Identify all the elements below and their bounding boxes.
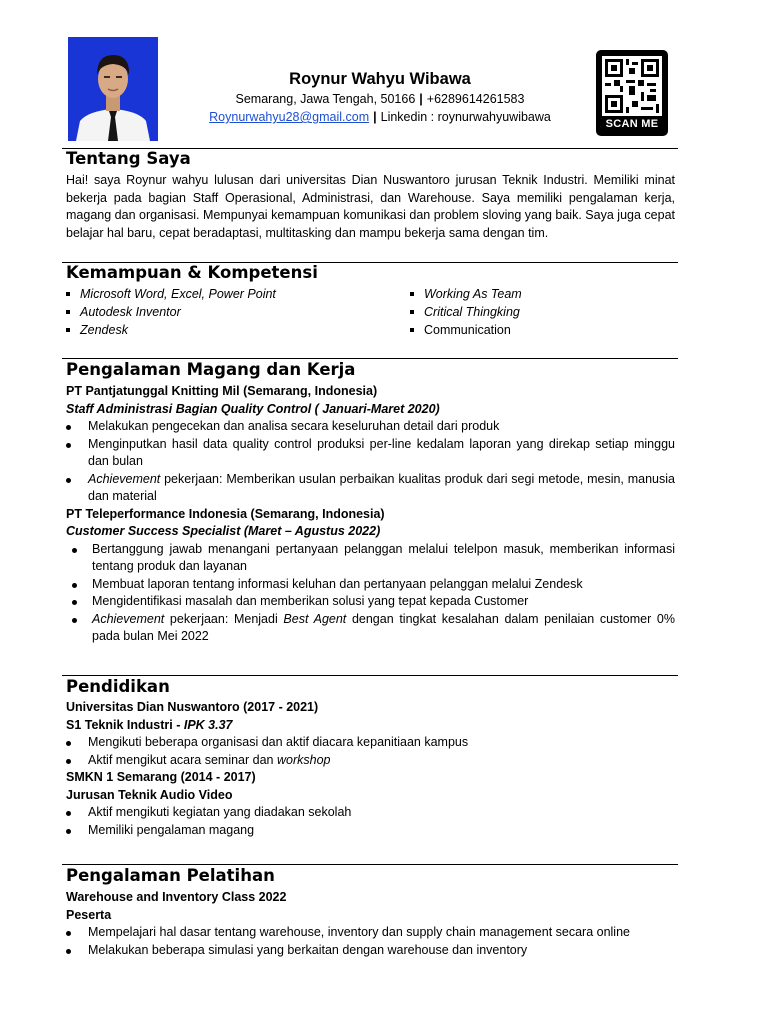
job-role: Staff Administrasi Bagian Quality Control ( Januari-Maret 2020) [66,401,440,416]
job-duties [66,418,675,506]
university-name: Universitas Dian Nuswantoro (2017 - 2021) [66,700,319,714]
bullet-icon [66,292,70,296]
phone: +6289614261583 [426,92,525,106]
divider [62,864,678,865]
training-title: Pengalaman Pelatihan [66,866,275,885]
list-item: Menginputkan hasil data quality control produksi per-line kedalam laporan yang direkap setiap minggu dan bulan [66,436,675,471]
full-name: Roynur Wahyu Wibawa [289,70,471,88]
address: Semarang, Jawa Tengah, 50166 [235,92,416,106]
bullet-icon [66,328,70,332]
list-item: Aktif mengikuti kegiatan yang diadakan sekolah [66,804,675,822]
list-item: Melakukan beberapa simulasi yang berkaitan dengan warehouse dan inventory [66,942,675,960]
job-role: Customer Success Specialist (Maret – Agustus 2022) [66,524,381,538]
list-item: Aktif mengikut acara seminar dan workshop [66,752,675,770]
education-section [66,699,675,839]
links-line [170,108,590,126]
list-item: Achievement pekerjaan: Memberikan usulan perbaikan kualitas produk dari segi metode, mesin, manusia dan material [66,471,675,506]
bullet-icon [410,328,414,332]
divider [62,675,678,676]
list-item: Achievement pekerjaan: Menjadi Best Agent dengan tingkat kesalahan dalam penilaian customer 0% pada bulan Mei 2022 [66,611,675,646]
training-activities [66,924,675,959]
about-title: Tentang Saya [66,149,191,168]
about-text: Hai! saya Roynur wahyu lulusan dari universitas Dian Nuswantoro jurusan Teknik Industri. Memiliki minat bekerja pada bagian Staff Operasional, Administrasi, dan Warehouse. Saya memiliki pengalaman kerja, magang dan organisasi. Mempunyai kemampuan komunikasi dan problem sloving yang baik. Saya juga cepat belajar hal baru, cepat beradaptasi, multitasking dan mampu bekerja sama dengan tim. [66,173,675,240]
skill-item: Zendesk [66,322,128,340]
contact-line [170,90,590,108]
bullet-icon [66,310,70,314]
skill-item: Microsoft Word, Excel, Power Point [66,286,276,304]
qr-label: SCAN ME [605,118,659,130]
list-item: Bertanggung jawab menangani pertanyaan pelanggan melalui telelpon masuk, memberikan informasi tentang produk dan layanan [66,541,675,576]
qr-icon [602,56,662,116]
skill-item: Critical Thingking [410,304,520,322]
separator: | [373,110,377,124]
email-link[interactable]: Roynurwahyu28@gmail.com [209,110,370,124]
job-duties [66,541,675,646]
company-name: PT Teleperformance Indonesia (Semarang, Indonesia) [66,506,385,521]
degree: S1 Teknik Industri - IPK 3.37 [66,717,233,732]
skill-item: Autodesk Inventor [66,304,181,322]
bullet-icon [410,292,414,296]
separator: | [419,92,423,106]
list-item: Memiliki pengalaman magang [66,822,675,840]
school-major: Jurusan Teknik Audio Video [66,787,233,802]
bullet-icon [410,310,414,314]
company-name: PT Pantjatunggal Knitting Mil (Semarang, Indonesia) [66,384,378,398]
school-activities [66,804,675,839]
cv-header [170,68,590,126]
profile-photo [68,37,158,141]
school-name: SMKN 1 Semarang (2014 - 2017) [66,770,256,784]
skill-item: Communication [410,322,511,340]
skills-title: Kemampuan & Kompetensi [66,263,318,282]
experience-section [66,383,675,646]
education-title: Pendidikan [66,677,170,696]
training-section [66,889,675,959]
experience-title: Pengalaman Magang dan Kerja [66,360,356,379]
linkedin-link[interactable]: Linkedin : roynurwahyuwibawa [380,110,551,124]
university-activities [66,734,675,769]
list-item: Melakukan pengecekan dan analisa secara keseluruhan detail dari produk [66,418,675,436]
qr-code[interactable] [596,50,668,136]
list-item: Membuat laporan tentang informasi keluhan dan pertanyaan pelanggan melalui Zendesk [66,576,675,594]
training-role: Peserta [66,907,112,922]
divider [62,358,678,359]
list-item: Mengidentifikasi masalah dan memberikan solusi yang tepat kepada Customer [66,593,675,611]
list-item: Mempelajari hal dasar tentang warehouse, inventory dan supply chain management secara online [66,924,675,942]
training-name: Warehouse and Inventory Class 2022 [66,890,287,904]
skill-item: Working As Team [410,286,522,304]
list-item: Mengikuti beberapa organisasi dan aktif diacara kepanitiaan kampus [66,734,675,752]
